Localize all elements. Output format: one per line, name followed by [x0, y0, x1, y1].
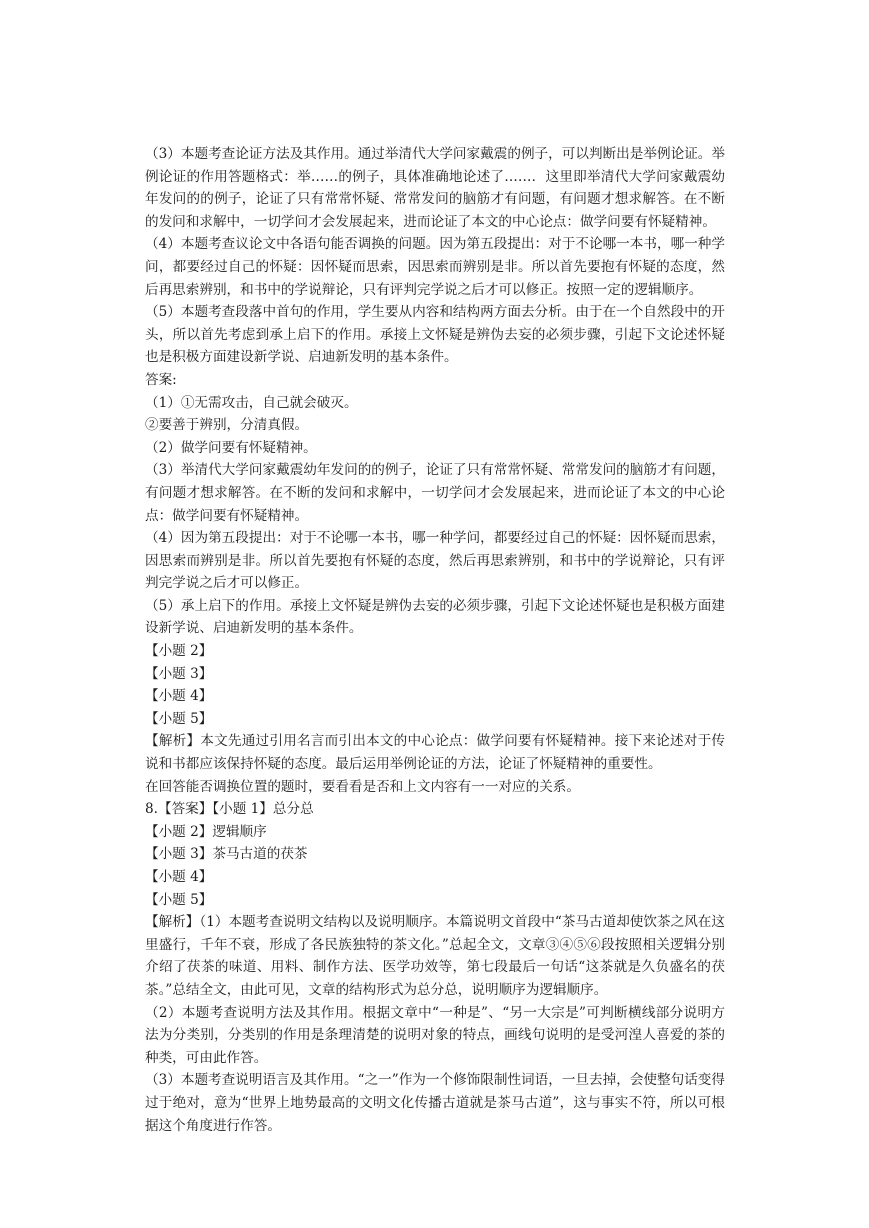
q8-answer-3: 【小题 3】茶马古道的茯茶: [145, 846, 308, 863]
subquestion-2-label: 【小题 2】: [145, 643, 213, 660]
answer-4: （4）因为第五段提出：对于不论哪一本书，哪一种学问，都要经过自己的怀疑：因怀疑而思索，因思索而辨别是非。所以首先要抱有怀疑的态度，然后再思索辨别，和书中的学说辩论，只有评判完学说之后才可以修正。: [145, 530, 725, 592]
subquestion-3-label: 【小题 3】: [145, 665, 213, 682]
answer-heading: 答案:: [145, 371, 177, 388]
answer-3: （3）举清代大学问家戴震幼年发问的的例子，论证了只有常常怀疑、常常发问的脑筋才有问题，有问题才想求解答。在不断的发问和求解中，一切学问才会发展起来，进而论证了本文的中心论点：做学问要有怀疑精神。: [145, 462, 725, 524]
q8-analysis-3: （3）本题考查说明语言及其作用。“之一”作为一个修饰限制性词语，一旦去掉，会使整句话变得过于绝对，意为“世界上地势最高的文明文化传播古道就是茶马古道”，这与事实不符，所以可根据这个角度进行作答。: [145, 1072, 725, 1134]
analysis-paragraph: 【解析】本文先通过引用名言而引出本文的中心论点：做学问要有怀疑精神。接下来论述对于传说和书都应该保持怀疑的态度。最后运用举例论证的方法，论证了怀疑精神的重要性。: [145, 733, 725, 773]
paragraph-q3-analysis: （3）本题考查论证方法及其作用。通过举清代大学问家戴震的例子，可以判断出是举例论证。举例论证的作用答题格式：举……的例子，具体准确地论述了……．这里即举清代大学问家戴震幼年发问的的例子，论证了只有常常怀疑、常常发问的脑筋才有问题，有问题才想求解答。在不断的发问和求解中，一切学问才会发展起来，进而论证了本文的中心论点：做学问要有怀疑精神。: [145, 146, 725, 230]
answer-1b: ②要善于辨别，分清真假。: [145, 417, 309, 434]
analysis-note: 在回答能否调换位置的题时，要看看是否和上文内容有一一对应的关系。: [145, 778, 580, 795]
subquestion-4-label: 【小题 4】: [145, 688, 213, 705]
q8-answer-2: 【小题 2】逻辑顺序: [145, 823, 267, 840]
q8-answer-1: 8.【答案】【小题 1】总分总: [145, 801, 314, 818]
q8-answer-5: 【小题 5】: [145, 891, 213, 908]
q8-answer-4: 【小题 4】: [145, 869, 213, 885]
document-page: [145, 143, 725, 1137]
answer-1a: （1）①无需攻击，自己就会破灭。: [145, 394, 358, 411]
q8-analysis-1: 【解析】（1）本题考查说明文结构以及说明顺序。本篇说明文首段中“茶马古道却使饮茶之风在这里盛行，千年不衰，形成了各民族独特的茶文化。”总起全文，文章③④⑤⑥段按照相关逻辑分别介绍了茯茶的味道、用料、制作方法、医学功效等，第七段最后一句话“这茶就是久负盛名的茯茶。”总结全文，由此可见，文章的结构形式为总分总，说明顺序为逻辑顺序。: [145, 914, 725, 998]
paragraph-q4-analysis: （4）本题考查议论文中各语句能否调换的问题。因为第五段提出：对于不论哪一本书，哪一种学问，都要经过自己的怀疑：因怀疑而思索，因思索而辨别是非。所以首先要抱有怀疑的态度，然后再思索辨别，和书中的学说辩论，只有评判完学说之后才可以修正。按照一定的逻辑顺序。: [145, 236, 725, 298]
answer-5: （5）承上启下的作用。承接上文怀疑是辨伪去妄的必须步骤，引起下文论述怀疑也是积极方面建设新学说、启迪新发明的基本条件。: [145, 597, 725, 637]
paragraph-q5-analysis: （5）本题考查段落中首句的作用，学生要从内容和结构两方面去分析。由于在一个自然段中的开头，所以首先考虑到承上启下的作用。承接上文怀疑是辨伪去妄的必须步骤，引起下文论述怀疑也是积极方面建设新学说、启迪新发明的基本条件。: [145, 304, 725, 366]
subquestion-5-label: 【小题 5】: [145, 710, 213, 727]
q8-analysis-2: （2）本题考查说明方法及其作用。根据文章中“一种是”、“另一大宗是”可判断横线部分说明方法为分类别，分类别的作用是条理清楚的说明对象的特点，画线句说明的是受河湟人喜爱的茶的种类，可由此作答。: [145, 1004, 725, 1066]
answer-2: （2）做学问要有怀疑精神。: [145, 439, 317, 456]
